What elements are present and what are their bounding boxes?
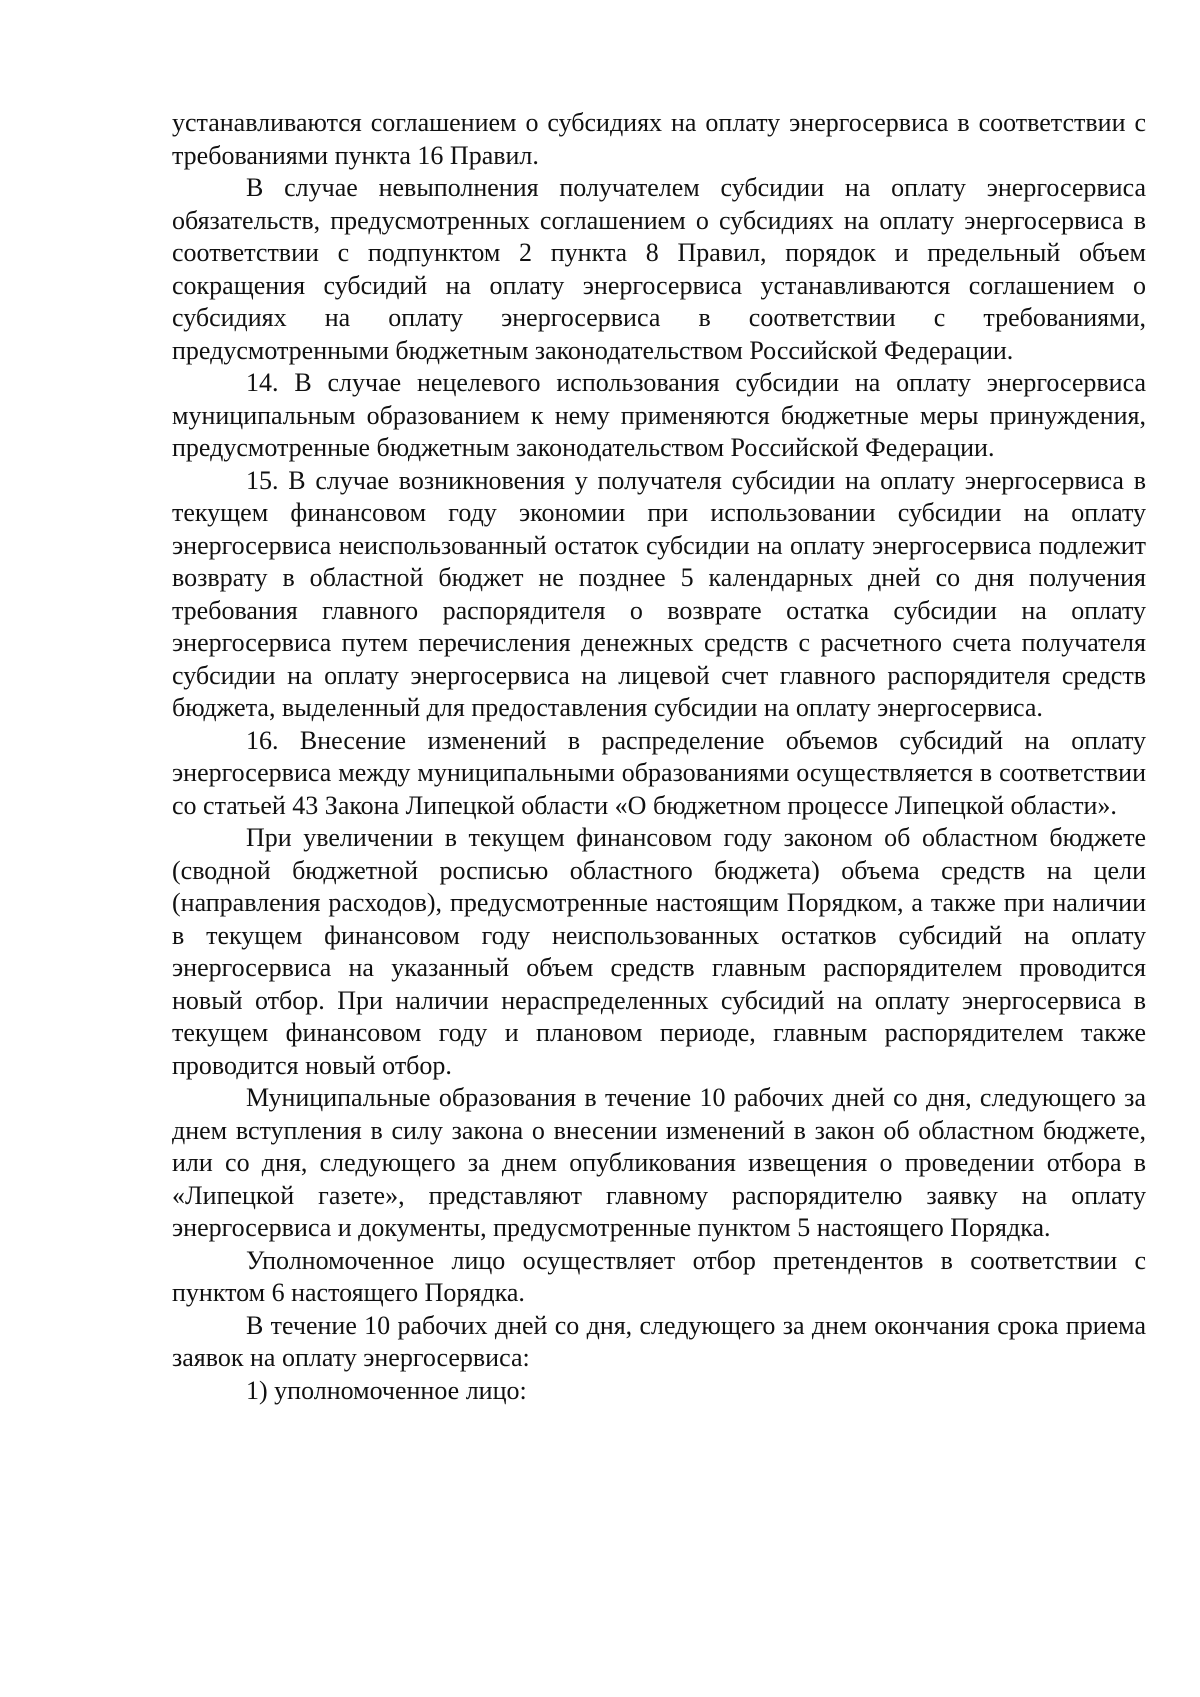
paragraph-ten-days: В течение 10 рабочих дней со дня, следующего за днем окончания срока приема заявок на оплату энергосервиса: (172, 1310, 1146, 1372)
paragraph-item-16: 16. Внесение изменений в распределение объемов субсидий на оплату энергосервиса между муниципальными образованиями осуществляется в соответствии со статьей 43 Закона Липецкой области «О бюджетном процессе Липецкой области». (172, 725, 1146, 820)
paragraph-continuation: устанавливаются соглашением о субсидиях на оплату энергосервиса в соответствии с требованиями пункта 16 Правил. (172, 108, 1146, 170)
paragraph-subitem-1: 1) уполномоченное лицо: (246, 1375, 527, 1405)
paragraph-item-15: 15. В случае возникновения у получателя субсидии на оплату энергосервиса в текущем финансовом году экономии при использовании субсидии на оплату энергосервиса неиспользованный остаток субсидии на оплату энергосервиса подлежит возврату в областной бюджет не позднее 5 календарных дней со дня получения требования главного распорядителя о возврате остатка субсидии на оплату энергосервиса путем перечисления денежных средств с расчетного счета получателя субсидии на оплату энергосервиса на лицевой счет главного распорядителя средств бюджета, выделенный для предоставления субсидии на оплату энергосервиса. (172, 465, 1146, 722)
paragraph-budget-increase: При увеличении в текущем финансовом году законом об областном бюджете (сводной бюджетной росписью областного бюджета) объема средств на цели (направления расходов), предусмотренные настоящим Порядком, а также при наличии в текущем финансовом году неиспользованных остатков субсидий на оплату энергосервиса на указанный объем средств главным распорядителем проводится новый отбор. При наличии нераспределенных субсидий на оплату энергосервиса в текущем финансовом году и плановом периоде, главным распорядителем также проводится новый отбор. (172, 823, 1146, 1080)
paragraph-reduction-procedure: В случае невыполнения получателем субсидии на оплату энергосервиса обязательств, предусмотренных соглашением о субсидиях на оплату энергосервиса в соответствии с подпунктом 2 пункта 8 Правил, порядок и предельный объем сокращения субсидий на оплату энергосервиса устанавливаются соглашением о субсидиях на оплату энергосервиса в соответствии с требованиями, предусмотренными бюджетным законодательством Российской Федерации. (172, 173, 1146, 365)
paragraph-selection: Уполномоченное лицо осуществляет отбор претендентов в соответствии с пунктом 6 настоящего Порядка. (172, 1245, 1146, 1307)
document-page (172, 107, 1146, 1407)
paragraph-item-14: 14. В случае нецелевого использования субсидии на оплату энергосервиса муниципальным образованием к нему применяются бюджетные меры принуждения, предусмотренные бюджетным законодательством Российской Федерации. (172, 368, 1146, 462)
paragraph-municipal-application: Муниципальные образования в течение 10 рабочих дней со дня, следующего за днем вступления в силу закона о внесении изменений в закон об областном бюджете, или со дня, следующего за днем опубликования извещения о проведении отбора в «Липецкой газете», представляют главному распорядителю заявку на оплату энергосервиса и документы, предусмотренные пунктом 5 настоящего Порядка. (172, 1083, 1146, 1242)
